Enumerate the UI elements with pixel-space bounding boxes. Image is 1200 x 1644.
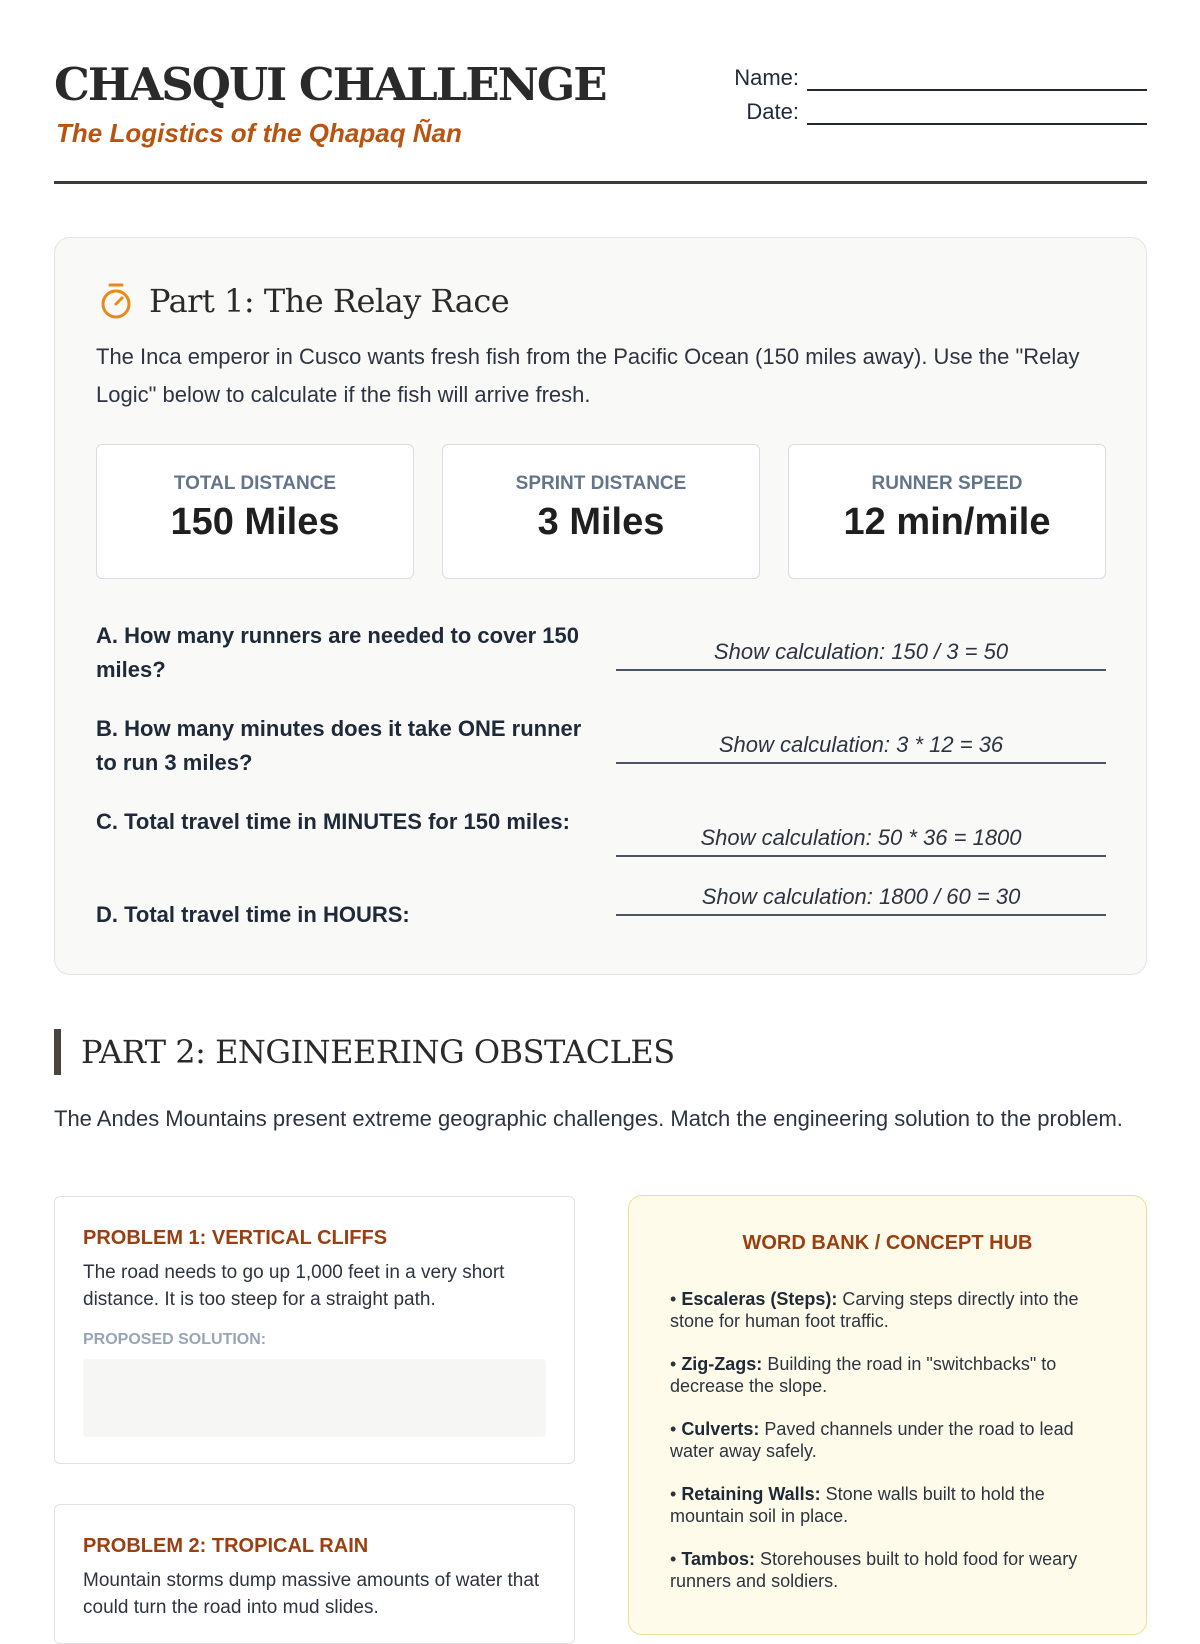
part1-section bbox=[54, 237, 1147, 975]
stat-card-sprint-distance bbox=[442, 444, 760, 579]
word-bank bbox=[628, 1195, 1147, 1635]
worksheet-title: CHASQUI CHALLENGE bbox=[54, 58, 606, 111]
worksheet-header bbox=[54, 52, 1147, 184]
word-bank-item: • Tambos: Storehouses built to hold food for weary runners and soldiers. bbox=[670, 1549, 1078, 1591]
problem-title: PROBLEM 1: VERTICAL CLIFFS bbox=[83, 1227, 388, 1249]
part2-intro: The Andes Mountains present extreme geographic challenges. Match the engineering solution to the problem. bbox=[54, 1106, 1123, 1131]
name-row bbox=[717, 57, 1147, 91]
name-field[interactable] bbox=[807, 69, 1147, 91]
word-bank-item: • Zig-Zags: Building the road in "switchbacks" to decrease the slope. bbox=[670, 1354, 1057, 1396]
stat-value: 12 min/mile bbox=[843, 501, 1051, 543]
stat-value: 3 Miles bbox=[537, 501, 665, 543]
term-description: Carving steps directly into the stone for human foot traffic. bbox=[670, 1289, 1079, 1331]
term-description: Paved channels under the road to lead water away safely. bbox=[670, 1419, 1074, 1461]
question-text: A. How many runners are needed to cover 150 miles? bbox=[96, 623, 579, 682]
term-description: Stone walls built to hold the mountain soil in place. bbox=[670, 1484, 1045, 1526]
timer-icon bbox=[99, 282, 133, 320]
date-row bbox=[717, 91, 1147, 125]
term: Retaining Walls: bbox=[681, 1484, 821, 1504]
problem-description: The road needs to go up 1,000 feet in a very short distance. It is too steep for a straight path. bbox=[83, 1262, 505, 1310]
stat-card-total-distance bbox=[96, 444, 414, 579]
term: Culverts: bbox=[681, 1419, 760, 1439]
answer-field[interactable]: Show calculation: 150 / 3 = 50 bbox=[616, 639, 1106, 671]
term-description: Building the road in "switchbacks" to decrease the slope. bbox=[670, 1354, 1057, 1396]
term: Escaleras (Steps): bbox=[681, 1289, 838, 1309]
problem-card-2 bbox=[54, 1504, 575, 1644]
answer-field[interactable]: Show calculation: 1800 / 60 = 30 bbox=[616, 884, 1106, 916]
word-bank-title: WORD BANK / CONCEPT HUB bbox=[742, 1232, 1033, 1254]
part1-intro: The Inca emperor in Cusco wants fresh fish from the Pacific Ocean (150 miles away). Use the "Relay Logic" below to calculate if the fish will arrive fresh. bbox=[96, 344, 1080, 407]
name-label: Name: bbox=[734, 65, 799, 90]
stat-label: TOTAL DISTANCE bbox=[173, 473, 337, 494]
stat-label: SPRINT DISTANCE bbox=[515, 473, 687, 494]
date-label: Date: bbox=[746, 99, 799, 124]
term: Tambos: bbox=[681, 1549, 755, 1569]
solution-input[interactable] bbox=[83, 1359, 546, 1437]
question-text: C. Total travel time in MINUTES for 150 miles: bbox=[96, 809, 570, 834]
part2-title: PART 2: ENGINEERING OBSTACLES bbox=[54, 1029, 675, 1075]
word-bank-list bbox=[670, 1288, 1110, 1613]
solution-label: PROPOSED SOLUTION: bbox=[83, 1331, 267, 1348]
problem-card-1 bbox=[54, 1196, 575, 1464]
answer-field[interactable]: Show calculation: 50 * 36 = 1800 bbox=[616, 825, 1106, 857]
worksheet-subtitle: The Logistics of the Qhapaq Ñan bbox=[56, 118, 462, 148]
stat-value: 150 Miles bbox=[170, 501, 340, 543]
word-bank-item: • Culverts: Paved channels under the road to lead water away safely. bbox=[670, 1419, 1074, 1461]
student-info bbox=[717, 57, 1147, 125]
stat-card-runner-speed bbox=[788, 444, 1106, 579]
part1-heading bbox=[99, 282, 509, 320]
problem-description: Mountain storms dump massive amounts of water that could turn the road into mud slides. bbox=[83, 1570, 540, 1618]
term-description: Storehouses built to hold food for weary runners and soldiers. bbox=[670, 1549, 1078, 1591]
question-text: D. Total travel time in HOURS: bbox=[96, 902, 410, 927]
word-bank-item: • Escaleras (Steps): Carving steps directly into the stone for human foot traffic. bbox=[670, 1289, 1079, 1331]
problem-title: PROBLEM 2: TROPICAL RAIN bbox=[83, 1535, 369, 1557]
question-text: B. How many minutes does it take ONE runner to run 3 miles? bbox=[96, 716, 582, 775]
term: Zig-Zags: bbox=[681, 1354, 763, 1374]
answer-field[interactable]: Show calculation: 3 * 12 = 36 bbox=[616, 732, 1106, 764]
part1-title: Part 1: The Relay Race bbox=[149, 282, 510, 320]
word-bank-item: • Retaining Walls: Stone walls built to hold the mountain soil in place. bbox=[670, 1484, 1045, 1526]
stat-label: RUNNER SPEED bbox=[871, 473, 1023, 494]
date-field[interactable] bbox=[807, 103, 1147, 125]
